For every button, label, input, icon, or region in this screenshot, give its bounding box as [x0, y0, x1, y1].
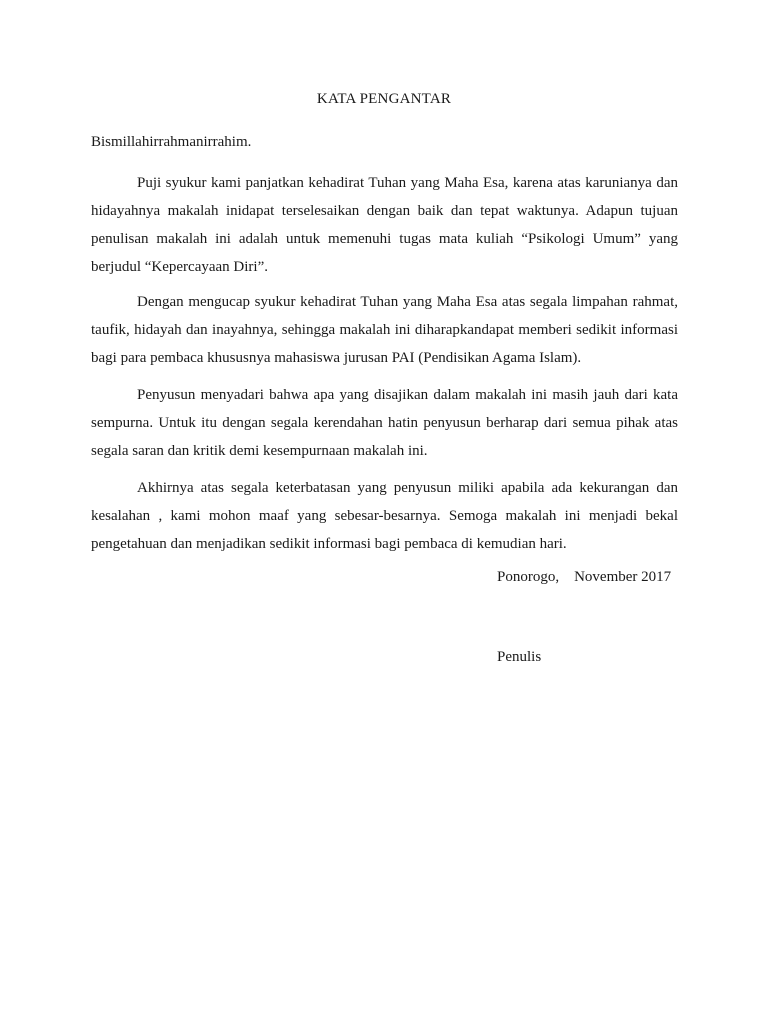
paragraph-2: Dengan mengucap syukur kehadirat Tuhan yang Maha Esa atas segala limpahan rahmat, taufik, hidayah dan inayahnya, sehingga makalah ini diharapkandapat memberi sedikit informasi bagi para pembaca khususnya mahasiswa jurusan PAI (Pendisikan Agama Islam). [91, 294, 678, 366]
paragraph-4: Akhirnya atas segala keterbatasan yang penyusun miliki apabila ada kekurangan dan kesalahan , kami mohon maaf yang sebesar-besarnya. Semoga makalah ini menjadi bekal pengetahuan dan menjadikan sedikit informasi bagi pembaca di kemudian hari. [91, 480, 678, 552]
author-signature: Penulis [497, 649, 542, 665]
place-and-date: Ponorogo, November 2017 [497, 569, 672, 585]
page-title: KATA PENGANTAR [316, 91, 452, 107]
paragraph-3: Penyusun menyadari bahwa apa yang disajikan dalam makalah ini masih jauh dari kata sempurna. Untuk itu dengan segala kerendahan hatin penyusun berharap dari semua pihak atas segala saran dan kritik demi kesempurnaan makalah ini. [91, 387, 678, 459]
paragraph-1: Puji syukur kami panjatkan kehadirat Tuhan yang Maha Esa, karena atas karunianya dan hidayahnya makalah inidapat terselesaikan dengan baik dan tepat waktunya. Adapun tujuan penulisan makalah ini adalah untuk memenuhi tugas mata kuliah “Psikologi Umum” yang berjudul “Kepercayaan Diri”. [91, 175, 678, 275]
opening-greeting: Bismillahirrahmanirrahim. [91, 134, 252, 150]
